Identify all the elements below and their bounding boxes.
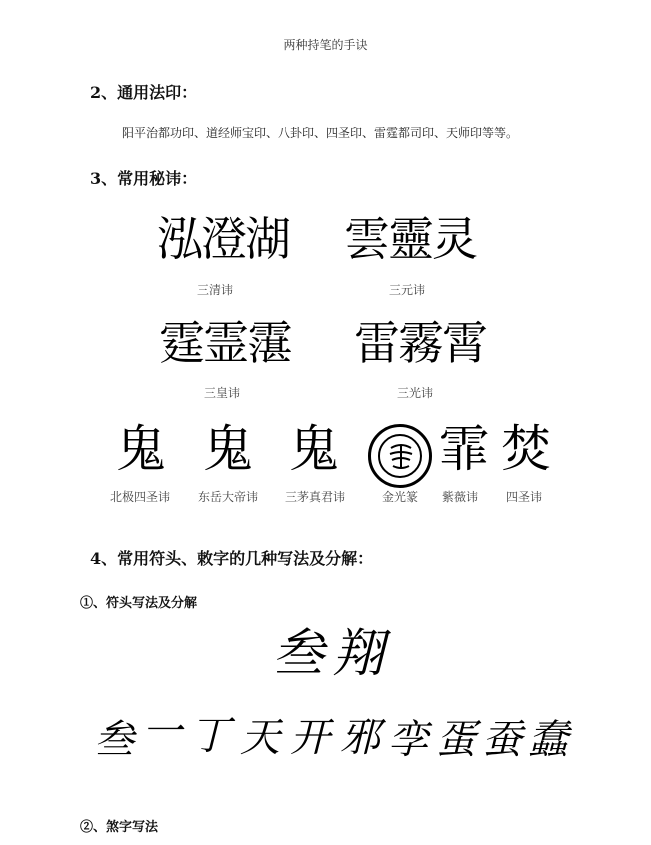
futou-step-6: 邪 — [340, 715, 380, 761]
talisman-glyph-beiji: 鬼 — [116, 420, 166, 478]
futou-step-3: 丁 — [190, 713, 230, 759]
jinguang-seal-icon — [368, 424, 432, 488]
section-3-heading: 3、常用秘讳： — [90, 169, 198, 188]
futou-main-glyph-1: 叁 — [272, 624, 325, 684]
talisman-glyph-sanguang: 雷霧霄 — [354, 316, 486, 370]
subheading-shazi: ②、煞字写法 — [80, 820, 159, 835]
section-2-text: 阳平治都功印、道经师宝印、八卦印、四圣印、雷霆都司印、天师印等等。 — [122, 126, 519, 140]
caption-sanmao: 三茅真君讳 — [284, 490, 345, 504]
futou-step-8: 蛋 — [436, 717, 476, 763]
section-2-heading: 2、通用法印： — [90, 83, 198, 102]
caption-sanyuan: 三元讳 — [388, 283, 425, 297]
futou-step-10: 蠢 — [528, 717, 568, 763]
caption-beiji: 北极四圣讳 — [109, 490, 170, 504]
futou-step-5: 开 — [290, 715, 330, 761]
talisman-glyph-sanmao: 鬼 — [289, 420, 339, 478]
caption-sanqing: 三清讳 — [196, 283, 233, 297]
caption-jinguang: 金光篆 — [381, 490, 418, 504]
talisman-glyph-ziwei: 霏 — [439, 420, 489, 478]
talisman-glyph-sisheng: 焚 — [501, 420, 551, 478]
talisman-glyph-sanyuan: 雲靈灵 — [344, 212, 476, 266]
section-4-heading: 4、常用符头、敕字的几种写法及分解： — [90, 549, 374, 568]
futou-step-4: 天 — [240, 715, 280, 761]
page-header: 两种持笔的手诀 — [283, 38, 368, 52]
futou-step-9: 蚕 — [482, 717, 522, 763]
futou-main-glyph-2: 翔 — [332, 624, 385, 684]
talisman-glyph-sanhuang: 霆霊霮 — [159, 316, 291, 370]
caption-dongyue: 东岳大帝讳 — [197, 490, 258, 504]
caption-sanguang: 三光讳 — [396, 386, 433, 400]
futou-step-1: 叁 — [94, 717, 134, 763]
subheading-futou: ①、符头写法及分解 — [80, 596, 198, 611]
caption-sanhuang: 三皇讳 — [203, 386, 240, 400]
futou-step-7: 孪 — [388, 717, 428, 763]
talisman-glyph-dongyue: 鬼 — [203, 420, 253, 478]
futou-step-2: 一 — [142, 709, 182, 755]
talisman-glyph-sanqing: 泓澄湖 — [157, 212, 289, 266]
caption-ziwei: 紫薇讳 — [441, 490, 478, 504]
caption-sisheng: 四圣讳 — [505, 490, 542, 504]
